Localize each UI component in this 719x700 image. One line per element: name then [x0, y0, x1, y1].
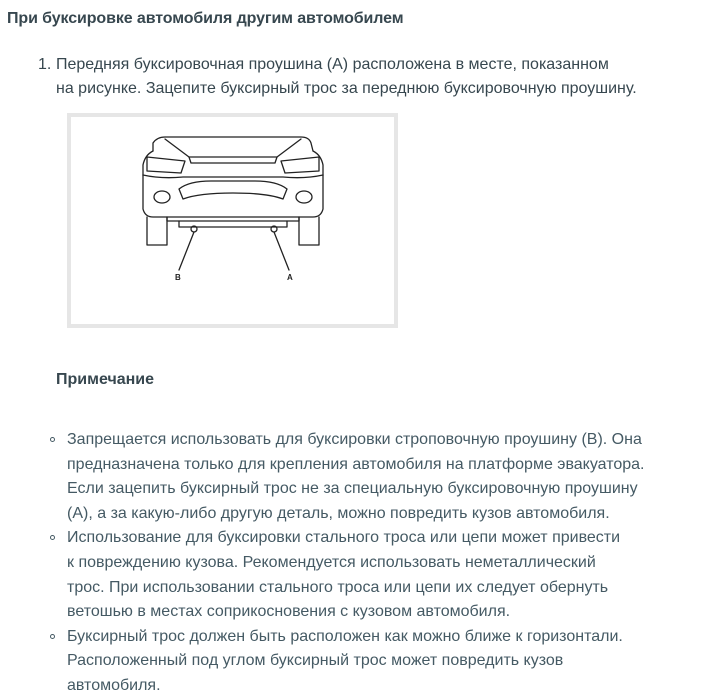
note-line: автомобиля. [67, 676, 161, 694]
note-item [50, 428, 700, 526]
bullet-circle-icon [50, 634, 55, 639]
note-line: к повреждению кузова. Рекомендуется использовать неметаллический [67, 553, 596, 571]
step-1 [38, 53, 698, 101]
step-number: 1. [38, 56, 52, 73]
note-list [50, 428, 700, 699]
note-line: предназначена только для крепления автомобиля на платформе эвакуатора. [67, 455, 645, 473]
step-text-line-2: на рисунке. Зацепите буксирный трос за переднюю буксировочную проушину. [56, 80, 637, 97]
note-item [50, 625, 700, 699]
note-line: ветошью в местах соприкосновения с кузовом автомобиля. [67, 603, 511, 621]
note-line: Если зацепить буксирный трос не за специальную буксировочную проушину [67, 480, 638, 498]
note-line: Буксирный трос должен быть расположен как можно ближе к горизонтали. [67, 627, 623, 645]
towing-hook-figure [67, 113, 398, 328]
note-line: Запрещается использовать для буксировки строповочную проушину (В). Она [67, 431, 642, 448]
bullet-circle-icon [50, 437, 55, 442]
note-line: Использование для буксировки стального троса или цепи может привести [67, 529, 621, 547]
note-title: Примечание [56, 371, 155, 388]
label-a: A [287, 273, 293, 282]
section-heading: При буксировке автомобиля другим автомобилем [7, 10, 404, 27]
car-front-diagram [71, 117, 394, 324]
step-text-line-1: Передняя буксировочная проушина (А) расположена в месте, показанном [56, 56, 609, 73]
note-item [50, 526, 700, 624]
note-line: трос. При использовании стального троса или цепи их следует обернуть [67, 578, 609, 596]
label-b: B [175, 273, 181, 282]
bullet-circle-icon [50, 535, 55, 540]
note-line: (А), а за какую-либо другую деталь, можно повредить кузов автомобиля. [67, 504, 610, 522]
note-line: Расположенный под углом буксирный трос может повредить кузов [67, 652, 564, 670]
